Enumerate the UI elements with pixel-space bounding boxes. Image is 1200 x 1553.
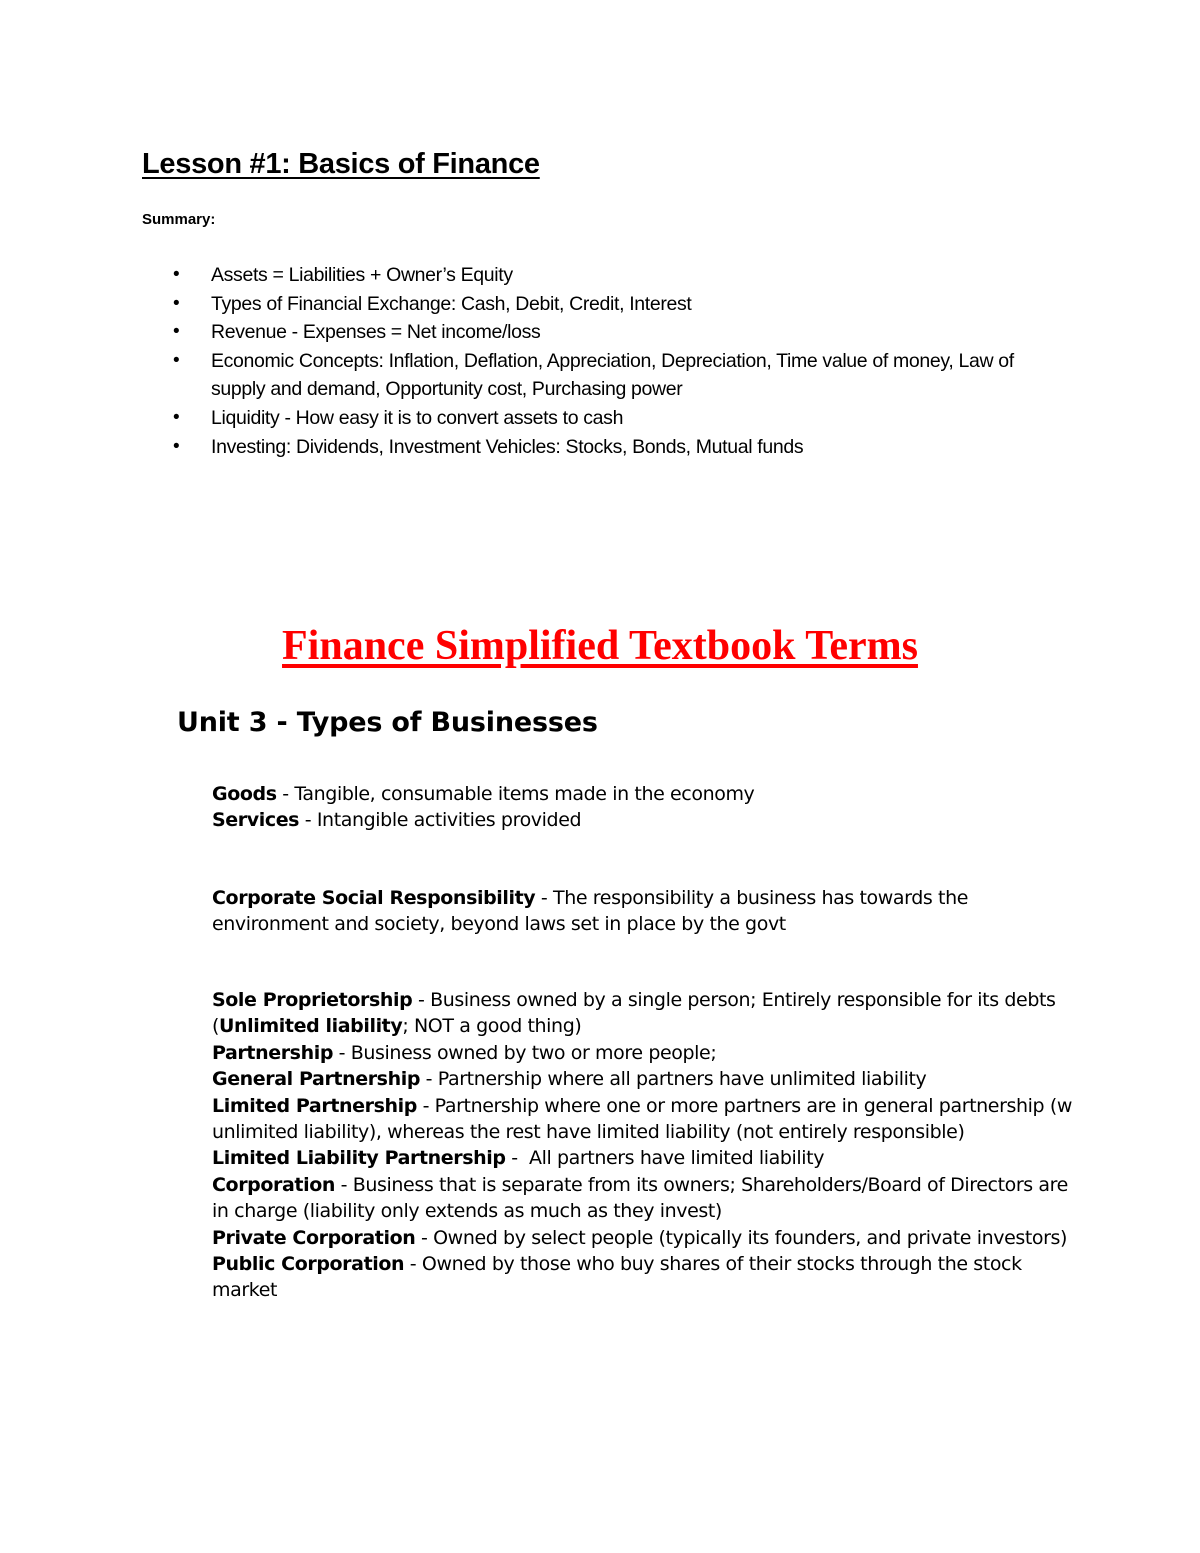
inline-term-name: Unlimited liability [219,1015,403,1038]
term-entry-goods [212,781,1072,807]
term-definition: - Owned by select people (typically its founders, and private investors) [415,1226,1068,1249]
term-entry-limited-partnership [212,1093,1072,1146]
term-entry-corporation [212,1172,1072,1225]
term-name: Private Corporation [212,1226,416,1249]
summary-label: Summary: [142,211,216,228]
term-entry-private-corporation [212,1225,1072,1251]
term-definition: - Owned by those who buy shares of their stocks through the stock market [212,1253,1022,1302]
summary-item: • Types of Financial Exchange: Cash, Debit, Credit, Interest [211,290,1021,319]
term-definition: - The responsibility a business has towards the environment and society, beyond laws set in place by the govt [212,887,968,936]
term-definition: - Partnership where one or more partners are in general partnership (w unlimited liability), whereas the rest have limited liability (not entirely responsible) [212,1094,1072,1144]
summary-item: • Investing: Dividends, Investment Vehicles: Stocks, Bonds, Mutual funds [211,433,1021,462]
summary-list [211,261,1021,461]
term-name: Corporation [212,1173,335,1196]
term-entry-sole-proprietorship [212,987,1072,1040]
bullet-icon [173,261,183,290]
term-entry-general-partnership [212,1066,1072,1092]
term-name: Sole Proprietorship [212,989,413,1011]
term-entry-public-corporation [212,1251,1072,1304]
unit-title: Unit 3 - Types of Businesses [177,707,598,738]
lesson-title: Lesson #1: Basics of Finance [142,148,540,180]
term-name: General Partnership [212,1068,421,1091]
term-name: Public Corporation [212,1253,405,1276]
summary-item: • Assets = Liabilities + Owner’s Equity [211,261,1021,290]
term-definition: - Business owned by a single person; Entirely responsible for its debts ( [212,989,1056,1038]
textbook-title: Finance Simplified Textbook Terms [282,623,918,669]
terms-block-goods-services [212,781,1072,834]
term-definition: - Business that is separate from its owners; Shareholders/Board of Directors are in charge (liability only extends as much as they invest) [212,1173,1068,1223]
term-name: Limited Partnership [212,1094,417,1117]
terms-block-business-types [212,987,1072,1304]
term-definition: - All partners have limited liability [505,1147,825,1170]
bullet-icon [173,433,183,462]
bullet-icon [173,347,183,376]
terms-block-csr [212,885,1072,938]
term-name: Partnership [212,1041,334,1064]
term-entry-partnership [212,1040,1072,1066]
bullet-icon [173,290,183,319]
summary-item: • Liquidity - How easy it is to convert assets to cash [211,404,1021,433]
term-definition: - Business owned by two or more people; [333,1041,717,1064]
term-entry-llp [212,1145,1072,1171]
summary-item: • Economic Concepts: Inflation, Deflation, Appreciation, Depreciation, Time value of money, Law of supply and demand, Opportunity cost, Purchasing power [211,347,1021,404]
term-definition: ; NOT a good thing) [402,1015,582,1038]
term-name: Corporate Social Responsibility [212,887,536,909]
term-entry-services [212,807,1072,833]
bullet-icon [173,318,183,347]
term-name: Limited Liability Partnership [212,1147,506,1170]
term-definition: - Tangible, consumable items made in the economy [276,783,755,805]
term-entry-csr [212,885,1072,938]
summary-item: • Revenue - Expenses = Net income/loss [211,318,1021,347]
term-name: Goods [212,783,277,805]
term-name: Services [212,809,300,832]
bullet-icon [173,404,183,433]
term-definition: - Partnership where all partners have unlimited liability [420,1068,927,1091]
term-definition: - Intangible activities provided [299,809,582,832]
